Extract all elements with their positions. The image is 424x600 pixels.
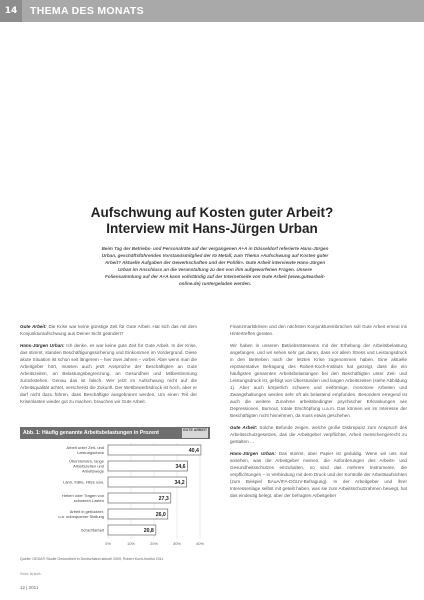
section-title: THEMA DES MONATS: [30, 5, 144, 17]
chart-value-label: 27,3: [158, 496, 169, 502]
article-headline: [20, 205, 404, 237]
speaker-label: Hans-Jürgen Urban:: [230, 451, 276, 456]
paragraph-text: Wir haben in unseren Betriebsräteteams mit der Erhebung der Arbeitsbelastung angefangen, und wir sehen sehr gut daran, dass vor allem Stress und Leistungsdruck in den Betrieben nach der letzten Krise zugenommen haben. Eine aktuelle repräsentative Befragung des Robert-Koch-Instituts hat gezeigt, dass die ein häufigsten genannten Arbeitsbelastungen bei den Beschäftigten unter Zeit- und Leistungsdruck ist, gefolgt von Überstunden und langen Arbeitszeiten (siehe Abbildung 1). Aber auch körperlich schwere und einförmige, monotone Arbeiten und Zwangshaltungen werden sehr oft als belastend empfunden. Besonders erregend ist auch die weitere Zunahme arbeitsbedingter psychischer Erkrankungen wie Depressionen, Burnout, totale Erschöpfung u.a.m. Das können wir im Interesse der Beschäftigten nicht hinnehmen, da muss etwas geschehen.: [230, 343, 407, 418]
paragraph-text: Solche Befunde zeigen, welche große Diskrepanz zum Anspruch des Arbeitsschutzgesetzes, das die Arbeitgeber verpflichtet, Arbeit menschengerecht zu gestalten …: [230, 425, 408, 444]
left-column: [20, 323, 197, 410]
headline-line-1: Aufschwung auf Kosten guter Arbeit?: [90, 205, 334, 220]
paragraph: [230, 450, 407, 499]
chart-tick-label: 10%: [126, 541, 136, 546]
chart-category-label: Lärm, Kälte, Hitze usw.: [63, 479, 104, 485]
paragraph-text: Das stimmt, aber Papier ist geduldig. Wenn wir uns mal ansehen, was die Arbeitgeber meinen, die Anforderungen des Arbeits- und Gesundheitsschutzes einzuhalten, so sind das mehrere Instrumente, die verpflichtungen – in Verbindung mit dem Druck und der Kontrolle der Arbeitsaufsichten (zum Beispiel BAuA/IFA-DGUV-Befragung). In der Arbeitgeber und ihrer Interessenlage selbst mit geteilt haben, was sie zum Arbeitsschutzrahmen bewegt, hat das eindeutig belegt, aber der befragten Arbeitgeber: [230, 451, 407, 498]
chart-tick-label: 40%: [195, 541, 205, 546]
chart-plot: [20, 439, 210, 557]
chart-badge: GUTE ARBEIT: [182, 428, 208, 438]
chart-category-label: Überstunden, lange Arbeitszeiten und Arbeitswege: [69, 458, 104, 474]
chart-value-label: 40,4: [188, 448, 199, 454]
chart-tick-label: 0%: [105, 541, 111, 546]
paragraph: [20, 323, 197, 337]
chart-category-label: Arbeit in gebückter, u.a. unbequemer Stellung: [58, 509, 104, 519]
paragraph: [230, 424, 407, 445]
chart-source: Quelle: GEDA® Studie Gesundheit in Deutschland aktuell 2009, Robert Koch-Institut 2011: [20, 557, 164, 561]
paragraph: [230, 342, 407, 419]
chart-category-label: Heben oder Tragen von schweren Lasten: [61, 493, 104, 503]
speaker-label: Gute Arbeit:: [20, 324, 47, 329]
chart-bar: [108, 445, 201, 455]
paragraph-text: Ich denke, es war keine gute Zeit für Gute Arbeit. In der Krise, das stimmt, standen Beschäftigungssicherung und Einkommen im Vordergrund. Diese akute Situation ist schon seit längerem – hier zwei Jahren – vorbei. Aber wenn man die Arbeitgeber hört, müssen auch jetzt Ansprüche der Beschäftigten an Gute Arbeitszeiten, an Belastungsbegrenzung, an Gesundheit und Mitbestimmung zurückstehen. Genau das ist falsch. Wer jetzt im Aufschwung nicht auf die Arbeitsqualität achtet, verschenkt die Zukunft. Der Wettbewerbsdruck ist hoch, aber er darf nicht dazu führen, dass Beschäftigte ausgebrannt werden. Um einen Teil der Krisenlasten wieder gut zu machen, brauchen wir Gute Arbeit.: [20, 343, 197, 404]
speaker-label: Hans-Jürgen Urban:: [20, 343, 65, 348]
article-lead: Beim Tag der Betriebs- und Personalräte auf der vergangenen A+A in Düsseldorf referierte Hans-Jürgen Urban, geschäftsführendes Vorstandsmitglied der IG Metall, zum Thema »Aufschwung auf Kosten guter Arbeit? Aktuelle Aufgaben der Gewerkschaften und der Politik«. Gute Arbeit interviewte Hans-Jürgen Urban im Anschluss an die Veranstaltung zu den von ihm aufgeworfenen Fragen. Unsere Foliensammlung auf der A+A kann vollständig auf der Internetseite von Gute Arbeit (www.gutearbeit-online.de) runtergeladen werden.: [101, 246, 329, 286]
headline-line-2: Interview mit Hans-Jürgen Urban: [106, 221, 318, 236]
chart-value-label: 26,0: [155, 512, 166, 518]
chart-value-label: 20,8: [143, 528, 154, 534]
paragraph-text: Die Krise war keine günstige Zeit für Gute Arbeit. Hat sich das mit dem Konjunkturaufschwung aus Deiner Sicht geändert?: [20, 324, 197, 336]
chart-value-label: 34,2: [174, 480, 185, 486]
speaker-label: Gute Arbeit:: [230, 425, 258, 430]
right-column: [230, 323, 407, 504]
paragraph: [230, 323, 407, 337]
chart-tick-label: 20%: [149, 541, 159, 546]
footer-issue: 12 | 2011: [20, 585, 39, 590]
footer-logo: Gute Arbeit.: [20, 572, 42, 576]
page-number: 14: [0, 0, 22, 22]
chart-category-label: Schichtarbeit: [80, 527, 104, 533]
chart-category-label: Arbeit unter Zeit- und Leistungsdruck: [66, 445, 104, 455]
paragraph-text: Finanzmarktkrisen und den nächsten Konjunktureinbrüchen soll Gute Arbeit erneut ins Hintertreffen geraten.: [230, 324, 407, 336]
chart-tick-label: 30%: [172, 541, 182, 546]
chart-title: Abb. 1: Häufig genannte Arbeitsbelastungen in Prozent: [23, 430, 159, 436]
workload-chart: [20, 427, 210, 567]
paragraph: [20, 342, 197, 405]
chart-value-label: 34,6: [175, 464, 186, 470]
